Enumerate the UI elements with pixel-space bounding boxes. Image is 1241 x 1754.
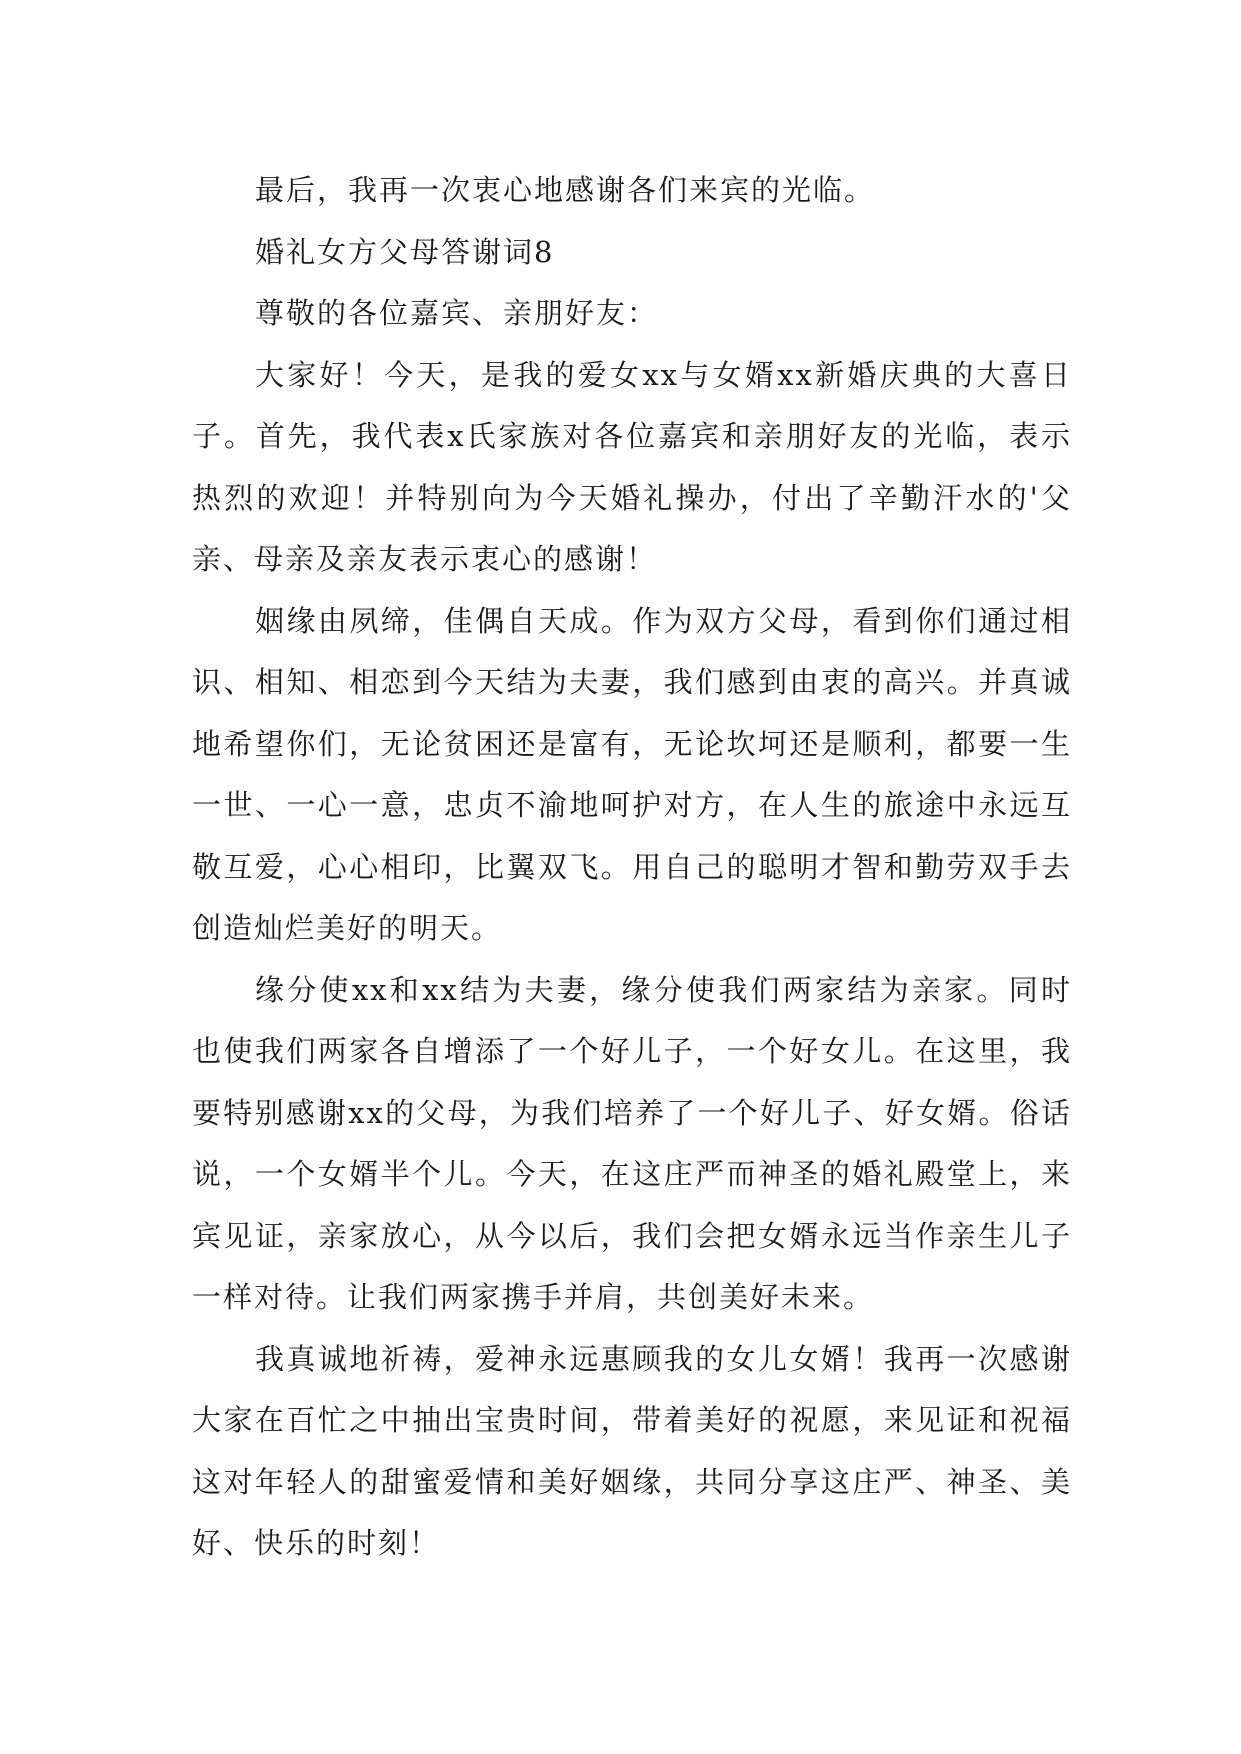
section-heading: 婚礼女方父母答谢词8 xyxy=(255,234,555,269)
paragraph-closing-thanks: 最后，我再一次衷心地感谢各们来宾的光临。 xyxy=(255,173,876,207)
document-body xyxy=(192,160,1072,1575)
salutation: 尊敬的各位嘉宾、亲朋好友： xyxy=(255,296,659,330)
paragraph-welcome: 大家好！今天，是我的爱女xx与女婿xx新婚庆典的大喜日子。首先，我代表x氏家族对各位嘉宾和亲朋好友的光临，表示热烈的欢迎！并特别向为今天婚礼操办，付出了辛勤汗水的'父亲、母亲及亲友表示衷心的感谢！ xyxy=(192,357,1072,576)
paragraph-blessing: 姻缘由夙缔，佳偶自天成。作为双方父母，看到你们通过相识、相知、相恋到今天结为夫妻，我们感到由衷的高兴。并真诚地希望你们，无论贫困还是富有，无论坎坷还是顺利，都要一生一世、一心一意，忠贞不渝地呵护对方，在人生的旅途中永远互敬互爱，心心相印，比翼双飞。用自己的聪明才智和勤劳双手去创造灿烂美好的明天。 xyxy=(192,603,1072,945)
paragraph-families: 缘分使xx和xx结为夫妻，缘分使我们两家结为亲家。同时也使我们两家各自增添了一个好儿子，一个好女儿。在这里，我要特别感谢xx的父母，为我们培养了一个好儿子、好女婿。俗话说，一个女婿半个儿。今天，在这庄严而神圣的婚礼殿堂上，来宾见证，亲家放心，从今以后，我们会把女婿永远当作亲生儿子一样对待。让我们两家携手并肩，共创美好未来。 xyxy=(192,972,1072,1314)
paragraph-final-thanks: 我真诚地祈祷，爱神永远惠顾我的女儿女婿！我再一次感谢大家在百忙之中抽出宝贵时间，带着美好的祝愿，来见证和祝福这对年轻人的甜蜜爱情和美好姻缘，共同分享这庄严、神圣、美好、快乐的时刻！ xyxy=(192,1341,1072,1560)
